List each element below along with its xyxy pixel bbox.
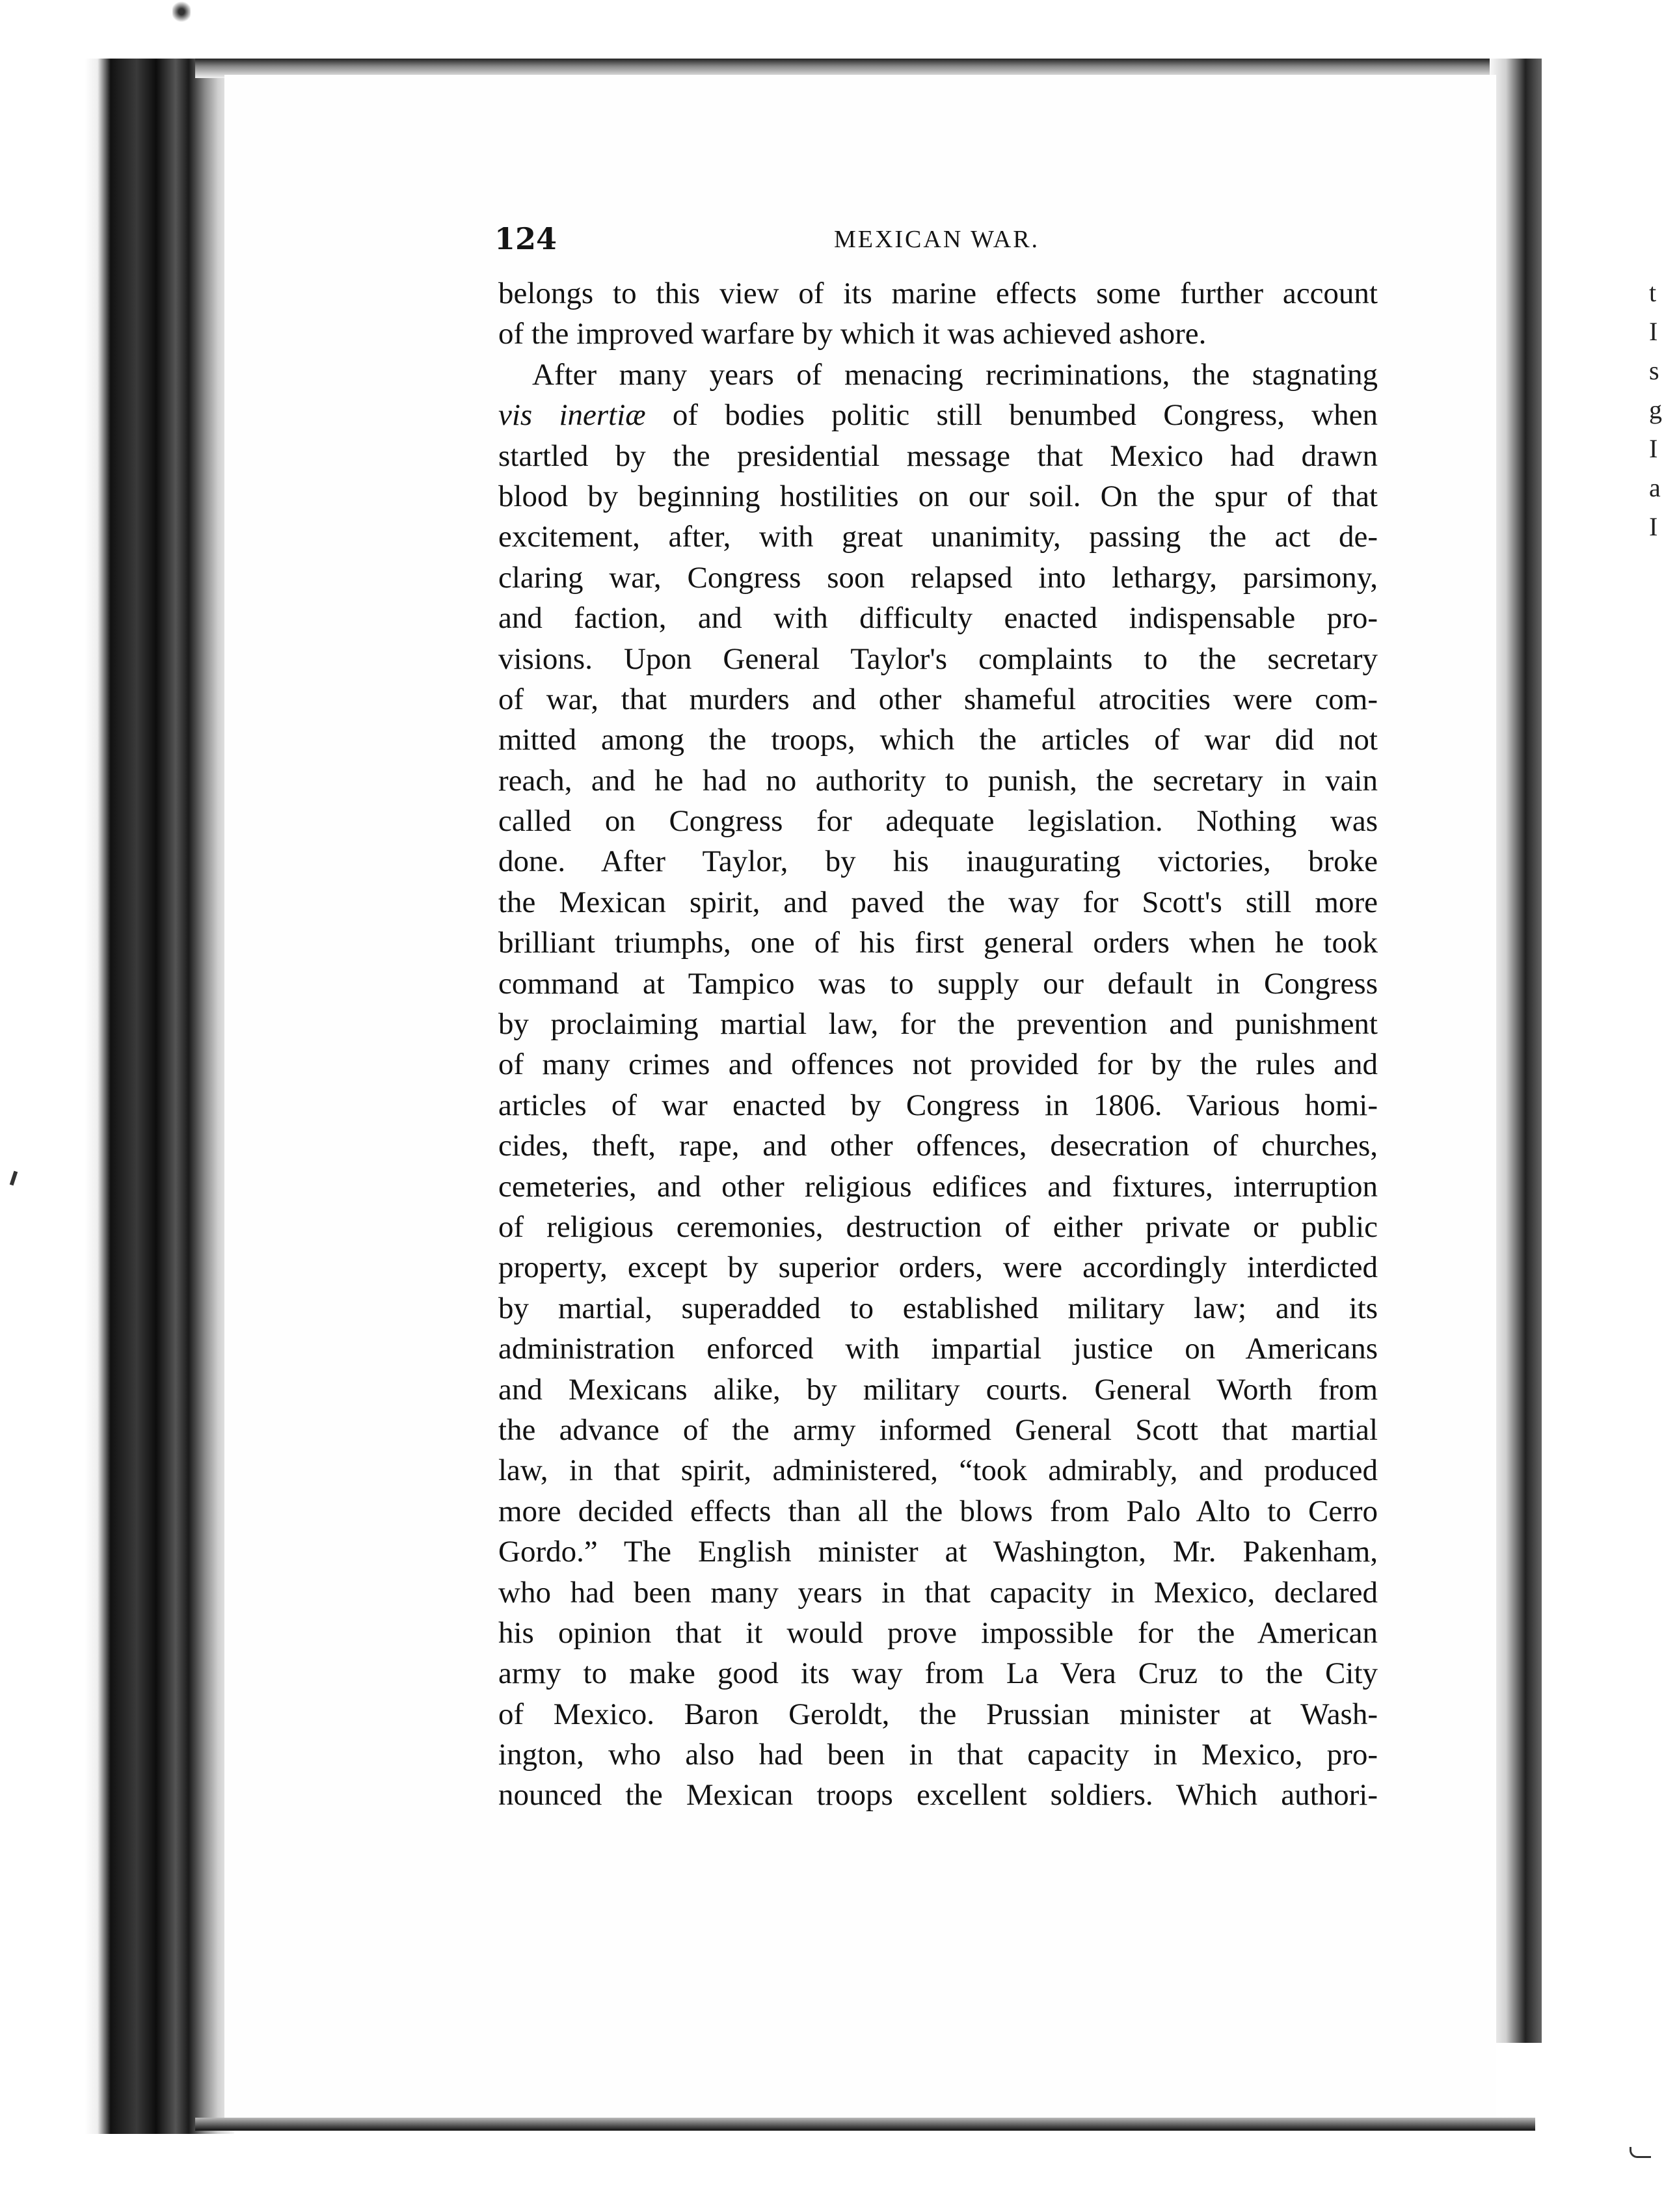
page-header — [494, 221, 1379, 260]
text-line — [498, 679, 1378, 720]
facing-page-glyph: a — [1649, 473, 1661, 502]
text-line-content: of war, that murders and other shameful atrocities were com- — [498, 682, 1378, 716]
facing-page-glyph: I — [1649, 317, 1658, 346]
text-line — [498, 273, 1378, 314]
facing-page-glyph — [1649, 976, 1664, 1015]
facing-page-glyph — [1649, 1600, 1664, 1639]
text-line — [498, 1410, 1378, 1450]
text-line-content: of Mexico. Baron Geroldt, the Prussian minister at Wash- — [498, 1697, 1378, 1731]
text-line — [498, 882, 1378, 923]
text-line-content: blood by beginning hostilities on our soil. On the spur of that — [498, 479, 1378, 513]
facing-page-glyph — [1649, 625, 1664, 664]
text-line — [498, 1450, 1378, 1490]
facing-page-glyph — [1649, 1015, 1664, 1054]
facing-page-glyph — [1649, 1561, 1664, 1600]
facing-page-glyph — [1649, 1288, 1664, 1327]
text-line-content: property, except by superior orders, were accordingly interdicted — [498, 1250, 1378, 1285]
text-line-content: by proclaiming martial law, for the prevention and punishment — [498, 1007, 1378, 1042]
text-line — [498, 1167, 1378, 1207]
text-line — [498, 355, 1378, 395]
text-line-content: of religious ceremonies, destruction of either private or public — [498, 1209, 1378, 1244]
text-line-content: claring war, Congress soon relapsed into lethargy, parsimony, — [498, 560, 1378, 595]
text-line — [498, 1004, 1378, 1044]
text-line — [498, 923, 1378, 963]
text-line-content: of the improved warfare by which it was achieved ashore. — [498, 317, 1207, 351]
facing-page-glyph — [1649, 1366, 1664, 1405]
facing-page-glyph — [1649, 1093, 1664, 1132]
text-line — [498, 1044, 1378, 1085]
text-line — [498, 1207, 1378, 1247]
facing-page-glyph — [1649, 1132, 1664, 1171]
facing-page-glyph — [1649, 1444, 1664, 1483]
text-line — [498, 1288, 1378, 1329]
text-line-content: of bodies politic still benumbed Congress, when — [645, 398, 1378, 433]
text-line-content: and faction, and with difficulty enacted indispensable pro- — [498, 601, 1378, 636]
text-line-content: command at Tampico was to supply our default in Congress — [498, 966, 1378, 1001]
scan-artifact-mark — [1630, 2147, 1651, 2158]
text-line — [498, 639, 1378, 679]
text-line — [498, 1531, 1378, 1572]
text-line-content: and Mexicans alike, by military courts. General Worth from — [498, 1372, 1378, 1407]
text-line — [498, 720, 1378, 760]
facing-page-glyph — [1649, 664, 1664, 703]
facing-page-glyph — [1649, 859, 1664, 898]
text-line-content: army to make good its way from La Vera Cruz to the City — [498, 1656, 1378, 1691]
running-head: MEXICAN WAR. — [833, 226, 1040, 253]
text-line-content: called on Congress for adequate legislation. Nothing was — [498, 804, 1378, 839]
text-line-content: startled by the presidential message that Mexico had drawn — [498, 438, 1378, 473]
book-left-page-edges — [85, 59, 234, 2134]
text-line-content: the advance of the army informed General Scott that martial — [498, 1412, 1378, 1447]
text-line — [498, 1329, 1378, 1369]
text-line-content: visions. Upon General Taylor's complaints to the secretary — [498, 641, 1378, 676]
text-line — [498, 761, 1378, 801]
text-line — [498, 1775, 1378, 1815]
text-line-content: more decided effects than all the blows from Palo Alto to Cerro — [498, 1494, 1378, 1528]
text-line-content: After many years of menacing recriminations, the stagnating — [532, 357, 1378, 392]
text-line-content: nounced the Mexican troops excellent soldiers. Which authori- — [498, 1778, 1378, 1813]
facing-page-glyph — [1649, 898, 1664, 937]
text-line — [498, 964, 1378, 1004]
text-line-content: Gordo.” The English minister at Washington, Mr. Pakenham, — [498, 1535, 1378, 1569]
text-line-content: who had been many years in that capacity in Mexico, declared — [498, 1575, 1378, 1610]
text-line-content: ington, who also had been in that capacity in Mexico, pro- — [498, 1738, 1378, 1772]
facing-page-glyph — [1649, 1679, 1664, 1718]
facing-page-glyph: I — [1649, 434, 1658, 463]
facing-page-glyph — [1649, 586, 1664, 625]
text-line — [498, 1653, 1378, 1693]
text-line-content: cides, theft, rape, and other offences, desecration of churches, — [498, 1129, 1378, 1163]
text-line — [498, 395, 1378, 435]
text-line-content: his opinion that it would prove impossible for the American — [498, 1615, 1378, 1650]
facing-page-glyph — [1649, 1483, 1664, 1522]
text-line-content: by martial, superadded to established military law; and its — [498, 1291, 1378, 1325]
facing-page-glyph — [1649, 546, 1664, 586]
text-line — [498, 801, 1378, 841]
facing-page-glyph: g — [1649, 395, 1662, 424]
text-line — [498, 598, 1378, 638]
text-line — [498, 1694, 1378, 1734]
facing-page-fragments — [1649, 273, 1664, 1757]
text-line-content: of many crimes and offences not provided for by the rules and — [498, 1047, 1378, 1082]
facing-page-glyph — [1649, 1210, 1664, 1249]
text-line — [498, 314, 1378, 354]
page-number: 124 — [494, 221, 557, 256]
text-line-content: excitement, after, with great unanimity, passing the act de- — [498, 520, 1378, 554]
text-line-content: administration enforced with impartial justice on Americans — [498, 1332, 1378, 1366]
facing-page-glyph — [1649, 742, 1664, 781]
facing-page-glyph — [1649, 1522, 1664, 1561]
scan-artifact-mark — [10, 1171, 18, 1186]
text-line — [498, 1085, 1378, 1126]
facing-page-glyph — [1649, 703, 1664, 742]
facing-page-glyph — [1649, 781, 1664, 820]
text-line — [498, 1126, 1378, 1166]
facing-page-glyph: I — [1649, 512, 1658, 541]
text-line-content: belongs to this view of its marine effects some further account — [498, 276, 1378, 310]
text-line-content: reach, and he had no authority to punish, the secretary in vain — [498, 763, 1378, 798]
facing-page-glyph — [1649, 1054, 1664, 1093]
facing-page-glyph: t — [1649, 278, 1657, 307]
facing-page-glyph: s — [1649, 356, 1659, 385]
italic-phrase: vis inertiæ — [498, 398, 646, 433]
text-line-content: done. After Taylor, by his inaugurating victories, broke — [498, 844, 1378, 879]
book-gutter-shadow — [1490, 59, 1542, 2043]
text-line — [498, 1734, 1378, 1775]
book-bottom-edge — [195, 2118, 1535, 2131]
text-line — [498, 1247, 1378, 1288]
facing-page-glyph — [1649, 937, 1664, 976]
facing-page-glyph — [1649, 1171, 1664, 1210]
text-line — [498, 1491, 1378, 1531]
text-line — [498, 1613, 1378, 1653]
facing-page-glyph — [1649, 1249, 1664, 1288]
text-line — [498, 1572, 1378, 1613]
body-text — [498, 273, 1378, 1816]
text-line — [498, 1369, 1378, 1410]
text-line — [498, 558, 1378, 598]
text-line-content: the Mexican spirit, and paved the way for Scott's still more — [498, 885, 1378, 919]
text-line-content: brilliant triumphs, one of his first general orders when he took — [498, 926, 1378, 960]
facing-page-glyph — [1649, 820, 1664, 859]
text-line — [498, 841, 1378, 882]
text-line — [498, 517, 1378, 557]
facing-page-glyph — [1649, 1405, 1664, 1444]
facing-page-glyph — [1649, 1718, 1664, 1757]
text-line-content: cemeteries, and other religious edifices and fixtures, interruption — [498, 1169, 1378, 1204]
text-line — [498, 476, 1378, 517]
text-line-content: articles of war enacted by Congress in 1806. Various homi- — [498, 1088, 1378, 1122]
facing-page-glyph — [1649, 1639, 1664, 1679]
text-line-content: law, in that spirit, administered, “took admirably, and produced — [498, 1453, 1378, 1488]
text-line — [498, 436, 1378, 476]
scan-artifact-mark — [172, 0, 191, 23]
facing-page-glyph — [1649, 1327, 1664, 1366]
text-line-content: mitted among the troops, which the articles of war did not — [498, 723, 1378, 757]
